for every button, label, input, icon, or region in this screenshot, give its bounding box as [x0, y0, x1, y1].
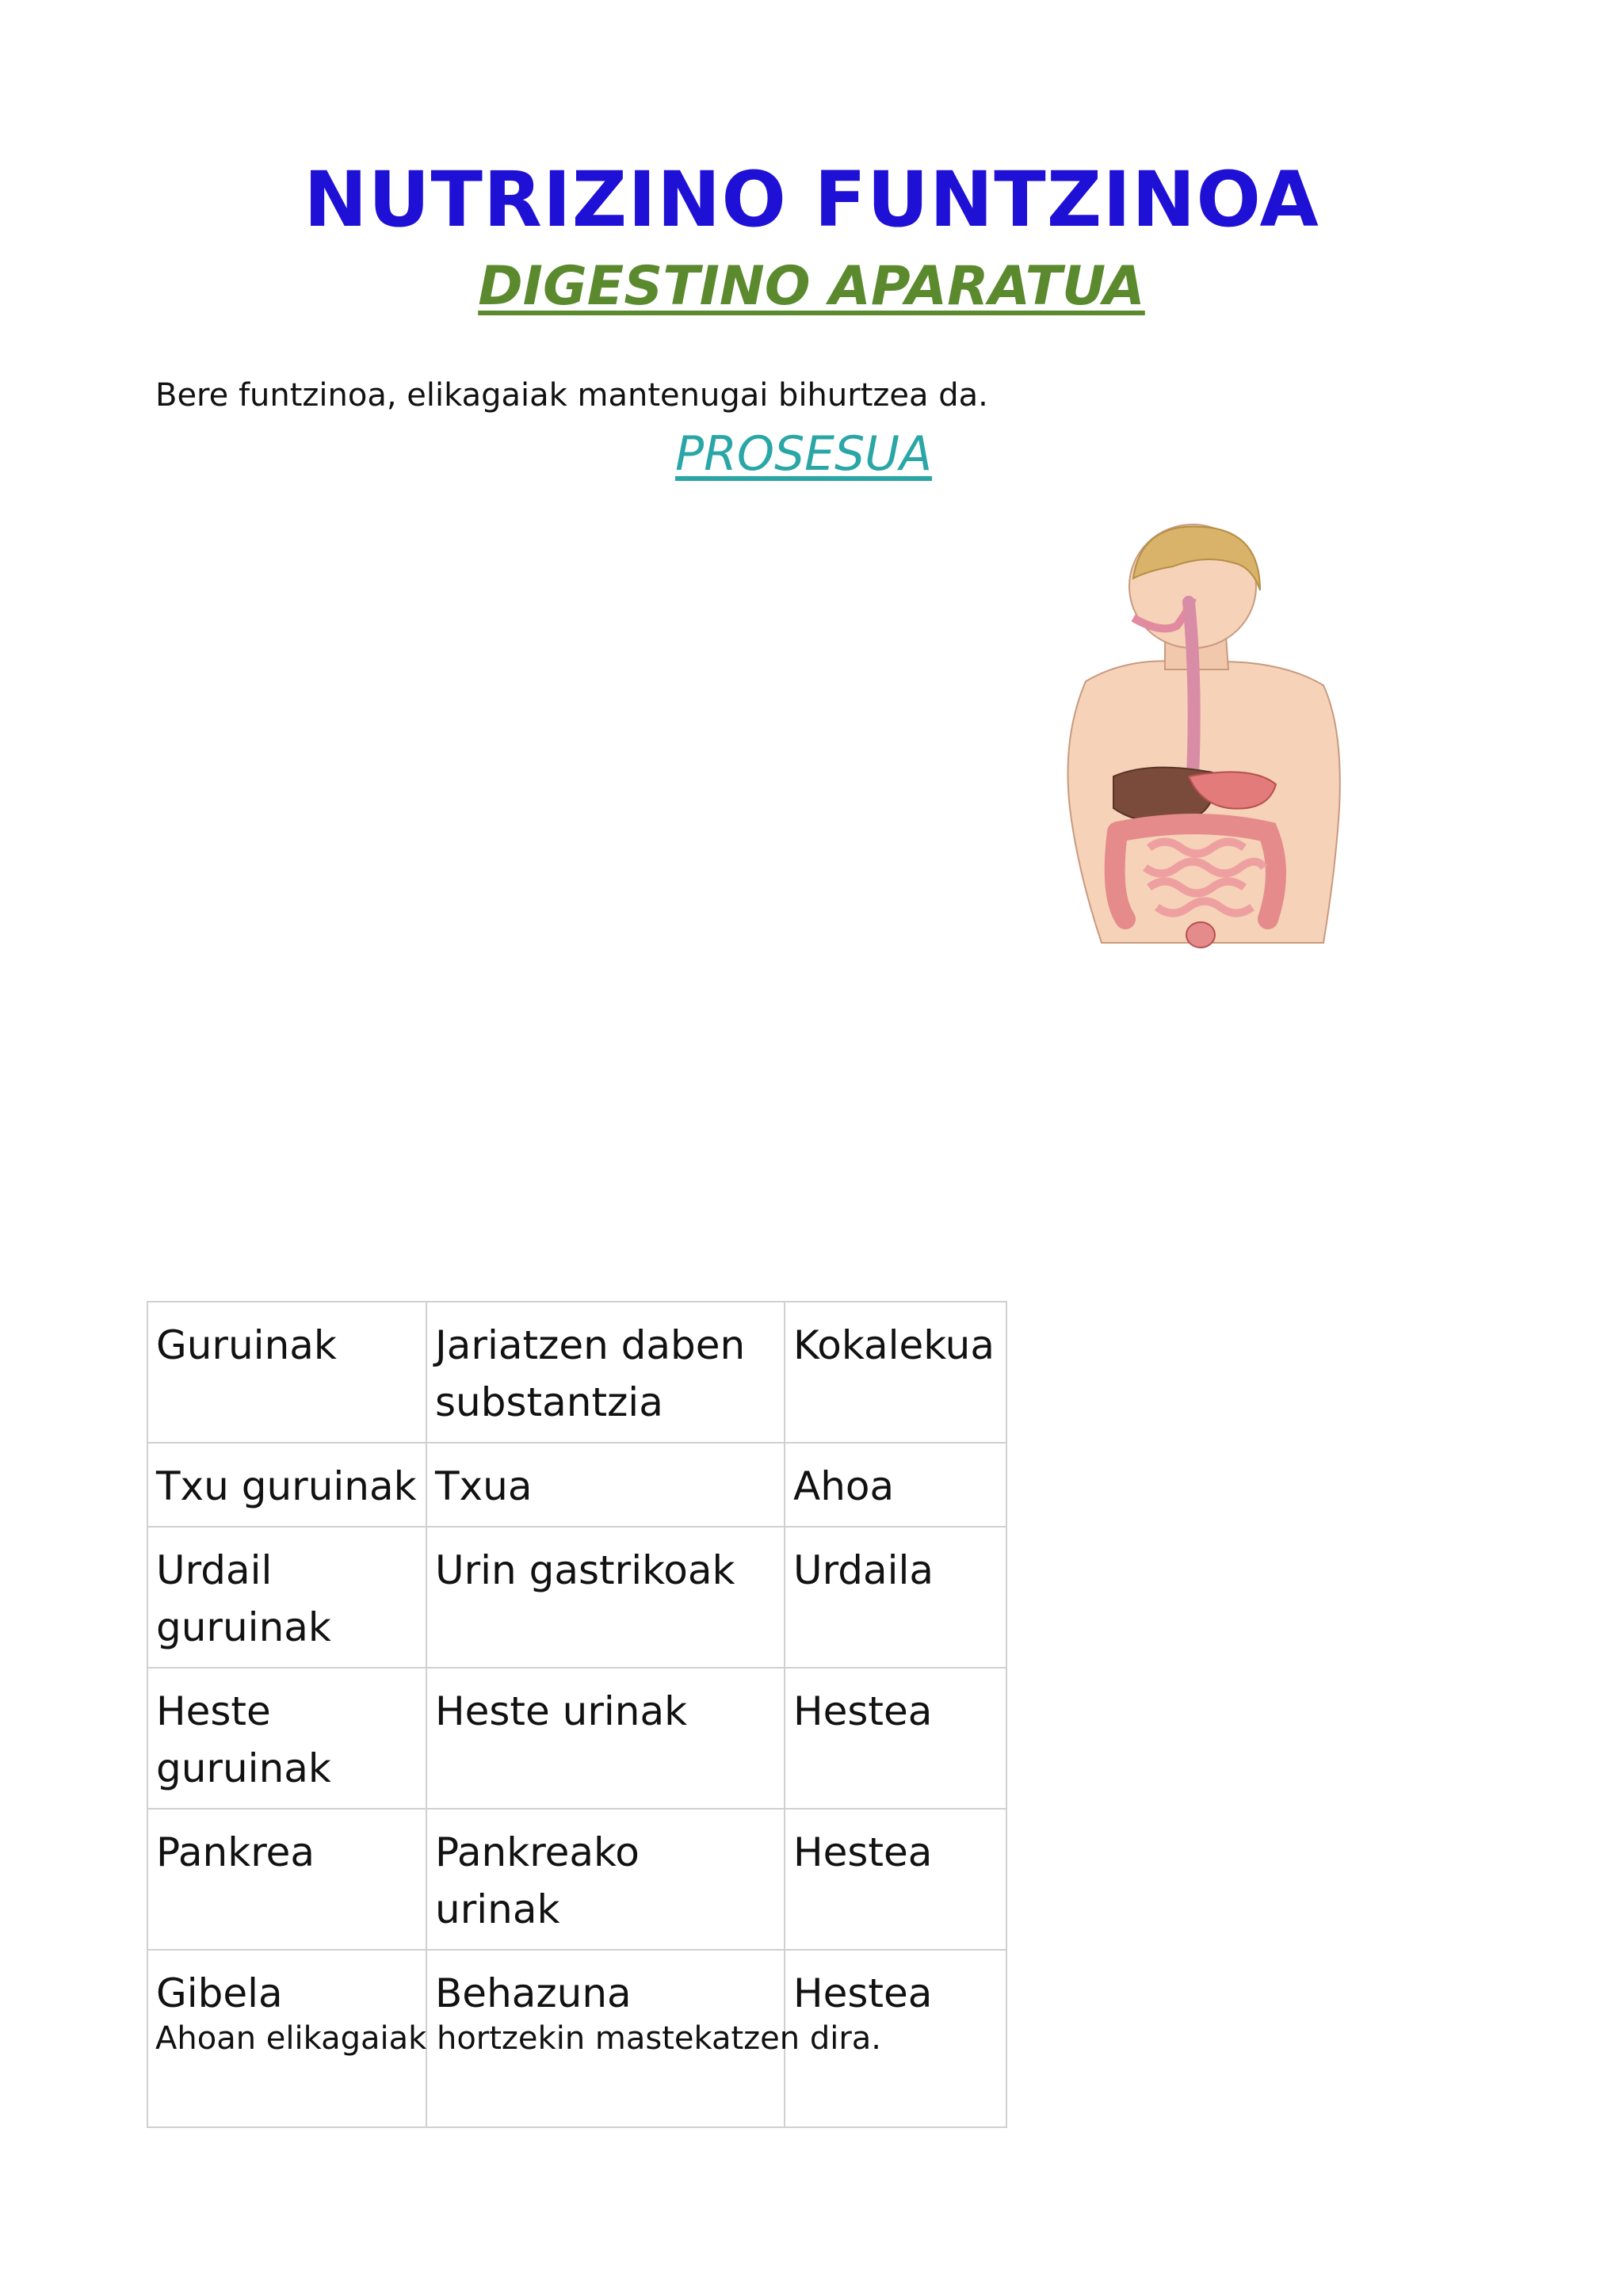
table-cell: Heste urinak	[426, 1668, 785, 1809]
table-cell: Urdaila	[785, 1527, 1006, 1668]
table-cell: Heste guruinak	[147, 1668, 426, 1809]
table-cell: Pankrea	[147, 1809, 426, 1950]
table-cell: Urin gastrikoak	[426, 1527, 785, 1668]
table-cell: Hestea	[785, 1950, 1006, 2127]
digestive-system-icon	[1030, 523, 1363, 951]
table-header-cell: Kokalekua	[785, 1302, 1006, 1443]
section-heading: PROSESUA	[675, 426, 933, 482]
table-header-cell: Guruinak	[147, 1302, 426, 1443]
table-cell: Txu guruinak	[147, 1443, 426, 1527]
table-row	[147, 1809, 1006, 1950]
table-cell: Urdail guruinak	[147, 1527, 426, 1668]
note-text: Ahoan elikagaiak hortzekin mastekatzen dira.	[155, 2020, 881, 2057]
glands-table	[147, 1301, 1007, 2128]
table-cell: Gibela	[147, 1950, 426, 2127]
table-cell: Hestea	[785, 1809, 1006, 1950]
table-row	[147, 1527, 1006, 1668]
table-cell: Ahoa	[785, 1443, 1006, 1527]
table-cell: Hestea	[785, 1668, 1006, 1809]
table-header-row	[147, 1302, 1006, 1443]
table-cell: Behazuna	[426, 1950, 785, 2127]
table-cell: Pankreako urinak	[426, 1809, 785, 1950]
digestive-system-illustration	[1030, 523, 1363, 951]
table-row	[147, 1443, 1006, 1527]
table-header-cell: Jariatzen daben substantzia	[426, 1302, 785, 1443]
intro-text: Bere funtzinoa, elikagaiak mantenugai bihurtzea da.	[155, 377, 988, 414]
table-row	[147, 1668, 1006, 1809]
page-subtitle: DIGESTINO APARATUA	[478, 255, 1145, 318]
table-cell: Txua	[426, 1443, 785, 1527]
page-title: NUTRIZINO FUNTZINOA	[304, 155, 1319, 244]
